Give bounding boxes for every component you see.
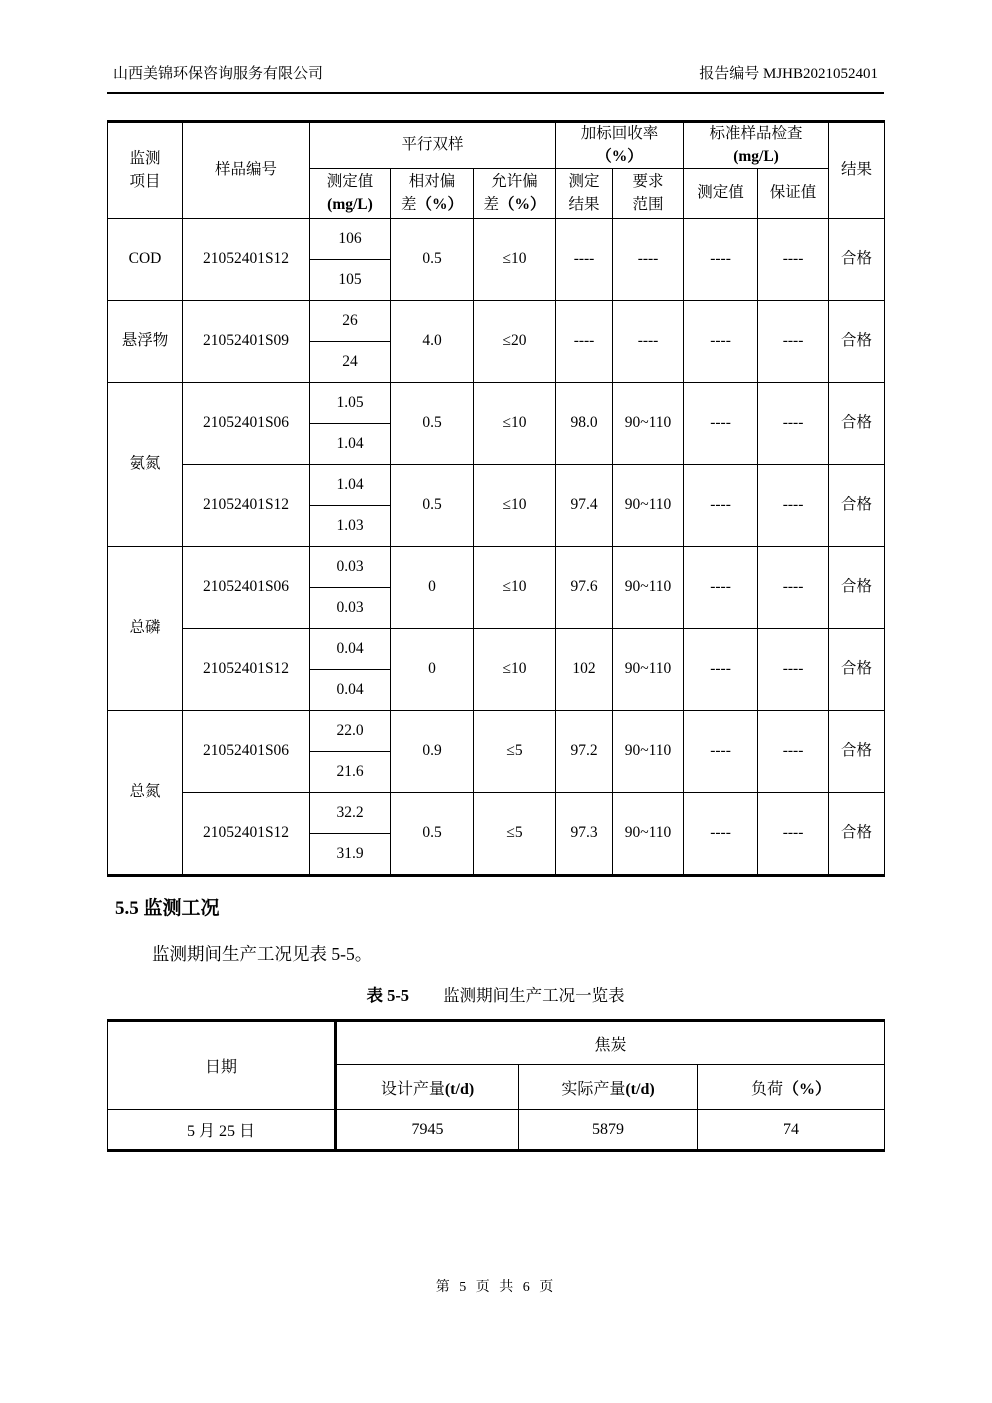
qa-header-standard xyxy=(684,122,829,169)
qa-sample-id: 21052401S12 xyxy=(183,629,310,711)
qa-result: 合格 xyxy=(829,711,885,793)
prod-actual-value: 5879 xyxy=(519,1110,698,1151)
qa-standard-measured: ---- xyxy=(684,301,758,383)
table-caption-title: 监测期间生产工况一览表 xyxy=(443,986,625,1005)
table-caption-label: 表 5-5 xyxy=(366,986,410,1005)
qa-measured-value: 1.04 xyxy=(310,465,391,506)
qa-recovery-range: ---- xyxy=(613,219,684,301)
qa-header-stdmeas: 测定值 xyxy=(684,169,758,219)
qa-measured-value: 24 xyxy=(310,342,391,383)
qa-recovery-result: 98.0 xyxy=(556,383,613,465)
qa-row-item: COD xyxy=(108,219,183,301)
qa-allowed-deviation: ≤10 xyxy=(474,629,556,711)
qa-recovery-result: 102 xyxy=(556,629,613,711)
qa-sample-id: 21052401S06 xyxy=(183,711,310,793)
qa-standard-guaranteed: ---- xyxy=(758,793,829,876)
qa-header-stdguar: 保证值 xyxy=(758,169,829,219)
qa-header-recres xyxy=(556,169,613,219)
qa-measured-value: 0.04 xyxy=(310,670,391,711)
page-content xyxy=(107,0,884,1152)
qa-standard-guaranteed: ---- xyxy=(758,383,829,465)
qa-sample-id: 21052401S06 xyxy=(183,383,310,465)
prod-load-value: 74 xyxy=(698,1110,885,1151)
qa-table xyxy=(107,120,885,877)
table-caption xyxy=(107,982,884,1006)
page-footer: 第 5 页 共 6 页 xyxy=(435,1280,557,1295)
qa-measured-value: 26 xyxy=(310,301,391,342)
qa-measured-value: 1.05 xyxy=(310,383,391,424)
section-title: 监测工况 xyxy=(143,898,220,919)
qa-result: 合格 xyxy=(829,383,885,465)
qa-measured-value: 32.2 xyxy=(310,793,391,834)
qa-standard-guaranteed: ---- xyxy=(758,465,829,547)
qa-result: 合格 xyxy=(829,465,885,547)
qa-header-recrange-line2: 范围 xyxy=(632,195,664,213)
qa-recovery-range: 90~110 xyxy=(613,711,684,793)
qa-recovery-result: 97.6 xyxy=(556,547,613,629)
qa-measured-value: 105 xyxy=(310,260,391,301)
qa-header-measured xyxy=(310,169,391,219)
qa-header-item-line2: 项目 xyxy=(129,172,161,190)
qa-header-allowdev-line2b: （%） xyxy=(499,195,546,213)
qa-result: 合格 xyxy=(829,301,885,383)
qa-relative-deviation: 0 xyxy=(391,629,474,711)
qa-header-measured-line2: (mg/L) xyxy=(327,195,373,213)
qa-header-reldev-line2b: （%） xyxy=(416,195,464,213)
prod-header-load-label: 负荷 xyxy=(751,1080,784,1098)
report-number: 报告编号 MJHB2021052401 xyxy=(699,66,878,82)
qa-relative-deviation: 0.5 xyxy=(391,219,474,301)
qa-measured-value: 106 xyxy=(310,219,391,260)
qa-sample-id: 21052401S09 xyxy=(183,301,310,383)
qa-header-reldev-line1: 相对偏 xyxy=(408,173,456,191)
qa-recovery-result: ---- xyxy=(556,301,613,383)
qa-recovery-result: 97.3 xyxy=(556,793,613,876)
prod-design-value: 7945 xyxy=(336,1110,519,1151)
qa-result: 合格 xyxy=(829,219,885,301)
qa-header-reldev-line2 xyxy=(391,194,473,216)
qa-recovery-range: ---- xyxy=(613,301,684,383)
qa-relative-deviation: 0 xyxy=(391,547,474,629)
qa-standard-guaranteed: ---- xyxy=(758,547,829,629)
prod-header-actual-unit: (t/d) xyxy=(625,1080,655,1098)
qa-standard-measured: ---- xyxy=(684,793,758,876)
prod-header-actual-label: 实际产量 xyxy=(561,1080,626,1098)
qa-allowed-deviation: ≤10 xyxy=(474,383,556,465)
qa-header-measured-line1: 测定值 xyxy=(326,173,374,191)
qa-row-item: 悬浮物 xyxy=(108,301,183,383)
qa-recovery-range: 90~110 xyxy=(613,793,684,876)
qa-standard-measured: ---- xyxy=(684,465,758,547)
prod-header-load-unit: （%） xyxy=(783,1080,832,1098)
prod-header-date: 日期 xyxy=(108,1021,336,1110)
qa-header-reldev xyxy=(391,169,474,219)
qa-recovery-range: 90~110 xyxy=(613,465,684,547)
qa-sample-id: 21052401S12 xyxy=(183,793,310,876)
prod-header-load xyxy=(698,1065,885,1110)
doc-header xyxy=(107,62,884,94)
qa-sample-id: 21052401S12 xyxy=(183,465,310,547)
qa-header-allowdev-line2a: 差 xyxy=(483,195,499,213)
qa-header-sample: 样品编号 xyxy=(183,122,310,219)
qa-measured-value: 0.03 xyxy=(310,547,391,588)
qa-standard-measured: ---- xyxy=(684,383,758,465)
qa-standard-guaranteed: ---- xyxy=(758,301,829,383)
qa-header-reldev-line2a: 差 xyxy=(400,195,417,213)
qa-measured-value: 1.03 xyxy=(310,506,391,547)
qa-measured-value: 22.0 xyxy=(310,711,391,752)
qa-allowed-deviation: ≤5 xyxy=(474,793,556,876)
qa-measured-value: 0.03 xyxy=(310,588,391,629)
qa-result: 合格 xyxy=(829,629,885,711)
qa-standard-measured: ---- xyxy=(684,711,758,793)
qa-recovery-range: 90~110 xyxy=(613,383,684,465)
qa-standard-measured: ---- xyxy=(684,219,758,301)
qa-allowed-deviation: ≤5 xyxy=(474,711,556,793)
qa-header-recres-line1: 测定 xyxy=(568,173,600,191)
section-number: 5.5 xyxy=(115,898,139,919)
qa-row-item: 总氮 xyxy=(108,711,183,876)
qa-standard-guaranteed: ---- xyxy=(758,629,829,711)
qa-header-recres-line2: 结果 xyxy=(568,195,600,213)
qa-header-allowdev-line2 xyxy=(474,194,555,216)
qa-relative-deviation: 4.0 xyxy=(391,301,474,383)
qa-standard-guaranteed: ---- xyxy=(758,219,829,301)
prod-header-coke: 焦炭 xyxy=(336,1021,885,1065)
qa-relative-deviation: 0.5 xyxy=(391,465,474,547)
paragraph: 监测期间生产工况见表 5-5。 xyxy=(152,944,373,964)
prod-date-value: 5 月 25 日 xyxy=(108,1110,336,1151)
qa-allowed-deviation: ≤10 xyxy=(474,219,556,301)
qa-standard-guaranteed: ---- xyxy=(758,711,829,793)
qa-header-recovery xyxy=(556,122,684,169)
qa-header-standard-line2: (mg/L) xyxy=(733,147,779,165)
qa-sample-id: 21052401S06 xyxy=(183,547,310,629)
qa-header-allowdev-line1: 允许偏 xyxy=(491,173,538,191)
qa-measured-value: 1.04 xyxy=(310,424,391,465)
qa-recovery-range: 90~110 xyxy=(613,629,684,711)
company-name: 山西美锦环保咨询服务有限公司 xyxy=(113,66,324,82)
qa-measured-value: 21.6 xyxy=(310,752,391,793)
qa-header-recovery-line1: 加标回收率 xyxy=(580,125,659,143)
qa-allowed-deviation: ≤10 xyxy=(474,465,556,547)
qa-relative-deviation: 0.5 xyxy=(391,793,474,876)
qa-recovery-result: 97.4 xyxy=(556,465,613,547)
qa-recovery-result: 97.2 xyxy=(556,711,613,793)
qa-standard-measured: ---- xyxy=(684,629,758,711)
qa-measured-value: 31.9 xyxy=(310,834,391,876)
qa-header-item xyxy=(108,122,183,219)
qa-header-item-line1: 监测 xyxy=(129,150,161,168)
qa-header-parallel: 平行双样 xyxy=(310,122,556,169)
prod-header-actual xyxy=(519,1065,698,1110)
qa-header-recovery-line2: （%） xyxy=(596,147,643,165)
qa-relative-deviation: 0.5 xyxy=(391,383,474,465)
qa-allowed-deviation: ≤10 xyxy=(474,547,556,629)
section-heading xyxy=(107,893,884,920)
qa-header-recrange-line1: 要求 xyxy=(632,173,664,191)
qa-relative-deviation: 0.9 xyxy=(391,711,474,793)
qa-sample-id: 21052401S12 xyxy=(183,219,310,301)
qa-row-item: 总磷 xyxy=(108,547,183,711)
qa-measured-value: 0.04 xyxy=(310,629,391,670)
qa-header-recrange xyxy=(613,169,684,219)
prod-header-design xyxy=(336,1065,519,1110)
qa-recovery-range: 90~110 xyxy=(613,547,684,629)
prod-header-design-label: 设计产量 xyxy=(380,1080,445,1098)
qa-standard-measured: ---- xyxy=(684,547,758,629)
qa-header-allowdev xyxy=(474,169,556,219)
prod-header-design-unit: (t/d) xyxy=(444,1080,475,1098)
qa-result: 合格 xyxy=(829,547,885,629)
qa-header-result: 结果 xyxy=(829,122,885,219)
qa-allowed-deviation: ≤20 xyxy=(474,301,556,383)
qa-row-item: 氨氮 xyxy=(108,383,183,547)
qa-header-standard-line1: 标准样品检查 xyxy=(709,125,803,143)
prod-table xyxy=(107,1019,885,1152)
qa-result: 合格 xyxy=(829,793,885,876)
qa-recovery-result: ---- xyxy=(556,219,613,301)
